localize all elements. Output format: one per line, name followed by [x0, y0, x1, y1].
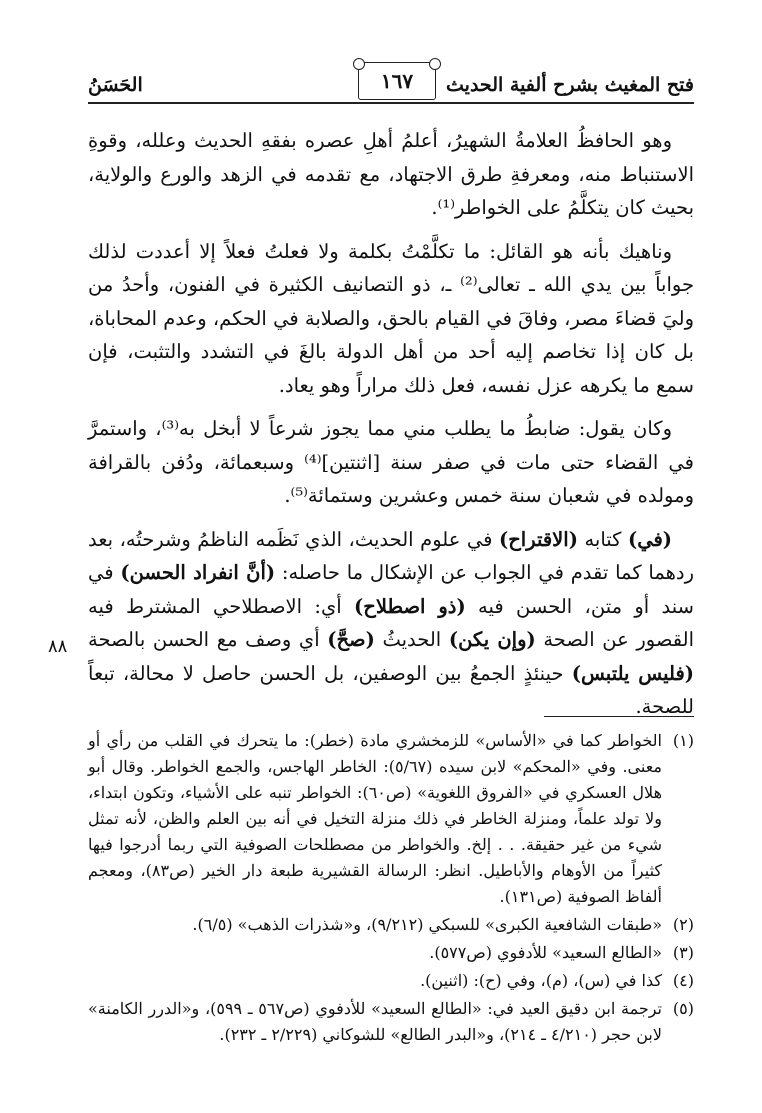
main-text [88, 124, 694, 734]
text-run: الحديثُ [374, 628, 449, 651]
text-run: أي وصف مع الحسن بالصحة [88, 628, 328, 651]
text-run: في سند أو متن، الحسن فيه [88, 561, 694, 618]
header-rule [88, 102, 694, 104]
footnote-number: (١) [672, 731, 694, 750]
footnote-number: (٥) [672, 999, 694, 1018]
page-number: ١٦٧ [358, 62, 436, 100]
footnote-text: ترجمة ابن دقيق العيد في: «الطالع السعيد» للأدفوي (ص٥٦٧ ـ ٥٩٩)، و«الدرر الكامنة» لابن حجر (٤/٢١٠ ـ ٢١٤)، و«البدر الطالع» للشوكاني (٢/٢٢٩ ـ ٢٣٢). [88, 999, 663, 1044]
paragraph-3: وكان يقول: ضابطُ ما يطلب مني مما يجوز شرعاً لا أبخل به⁽³⁾، واستمرَّ في القضاء حتى مات في صفر سنة [اثنتين]⁽⁴⁾ وسبعمائة، ودُفن بالقرافة ومولده في شعبان سنة خمس وعشرين وستمائة⁽⁵⁾. [88, 417, 694, 507]
bold-term: (ذو اصطلاح) [354, 594, 466, 618]
footnote-text: الخواطر كما في «الأساس» للزمخشري مادة (خطر): ما يتحرك في القلب من رأي أو معنى. وفي «المحكم» لابن سيده (٥/٦٧): الخاطر الهاجس، والجمع الخواطر. وقال أبو هلال العسكري في «الفروق اللغوية» (ص٦٠): الخواطر تنبه على الأشياء، وتكون ابتداء، ولا تولد علماً، ومنزلة الخاطر في ذلك منزلة التخيل في أنه بين العلم والظن، لأنه تمثل شيء من غير حقيقة. . . إلخ. والخواطر من مصطلحات الصوفية التي ربما أدرجوا فيها كثيراً من الأوهام والأباطيل. انظر: الرسالة القشيرية طبعة دار الخير (ص٨٣)، ومعجم ألفاظ الصوفية (ص١٣١). [88, 731, 663, 906]
paragraph-4 [88, 523, 694, 724]
footnotes [88, 728, 694, 1050]
footnote-number: (٤) [672, 971, 694, 990]
book-title: فتح المغيث بشرح ألفية الحديث [446, 74, 694, 96]
paragraph-1: وهو الحافظُ العلامةُ الشهيرُ، أعلمُ أهلِ عصره بفقهِ الحديث وعلله، وقوةِ الاستنباط منه، ومعرفةِ طرق الاجتهاد، مع تقدمه في الزهد والورع والولاية، بحيث كان يتكلَّمُ على الخواطر⁽¹⁾. [88, 129, 694, 219]
bold-term: (فليس يلتبس) [571, 661, 694, 685]
page-header [88, 60, 694, 110]
text-run: في علوم الحديث، الذي نَظَمه الناظمُ وشرحتُه، بعد ردهما كما تقدم في الجواب عن الإشكال ما حاصله: [88, 527, 694, 584]
text-run: كتابه [577, 527, 628, 551]
bold-term: (أنَّ انفراد الحسن) [120, 561, 276, 584]
text-run: أي: الاصطلاحي المشترط فيه القصور عن الصحة [88, 594, 695, 651]
footnote-number: (٣) [672, 943, 694, 962]
text-run: حينئذٍ الجمعُ بين الوصفين، بل الحسن حاصل لا محالة، تبعاً للصحة. [88, 661, 694, 718]
footnote-4 [88, 968, 694, 994]
footnote-text: كذا في (س)، (م)، وفي (ح): (اثنين). [420, 971, 662, 990]
footnote-text: «طبقات الشافعية الكبرى» للسبكي (٩/٢١٢)، و«شذرات الذهب» (٦/٥). [192, 915, 662, 934]
footnote-number: (٢) [672, 915, 694, 934]
paragraph-2: وناهيك بأنه هو القائل: ما تكلَّمْتُ بكلمة ولا فعلتُ فعلاً إلا أعددت لذلك جواباً بين يدي الله ـ تعالى⁽²⁾ ـ، ذو التصانيف الكثيرة في الفنون، وأحدُ من وليَ قضاءَ مصر، وفاقَ في القيام بالحق، والصلابة في الحكم، وعدم المحاباة، بل كان إذا تخاصم إليه أحد من أهل الدولة بالغَ في التشدد والتثبت، فإن سمع ما يكرهه عزل نفسه، فعل ذلك مراراً وهو يعاد. [88, 239, 694, 397]
footnote-2 [88, 912, 694, 938]
footnote-separator [544, 716, 694, 717]
margin-page-number: ٨٨ [48, 636, 68, 657]
bold-term: (في) [627, 527, 672, 551]
bold-term: (وإن يكن) [448, 628, 536, 651]
footnote-5 [88, 996, 694, 1048]
bold-term: (الاقتراح) [498, 527, 578, 551]
footnote-text: «الطالع السعيد» للأدفوي (ص٥٧٧). [429, 943, 662, 962]
footnote-3 [88, 940, 694, 966]
section-title: الحَسَنُ [88, 74, 143, 96]
bold-term: (صحَّ) [327, 628, 375, 651]
footnote-1 [88, 728, 694, 910]
